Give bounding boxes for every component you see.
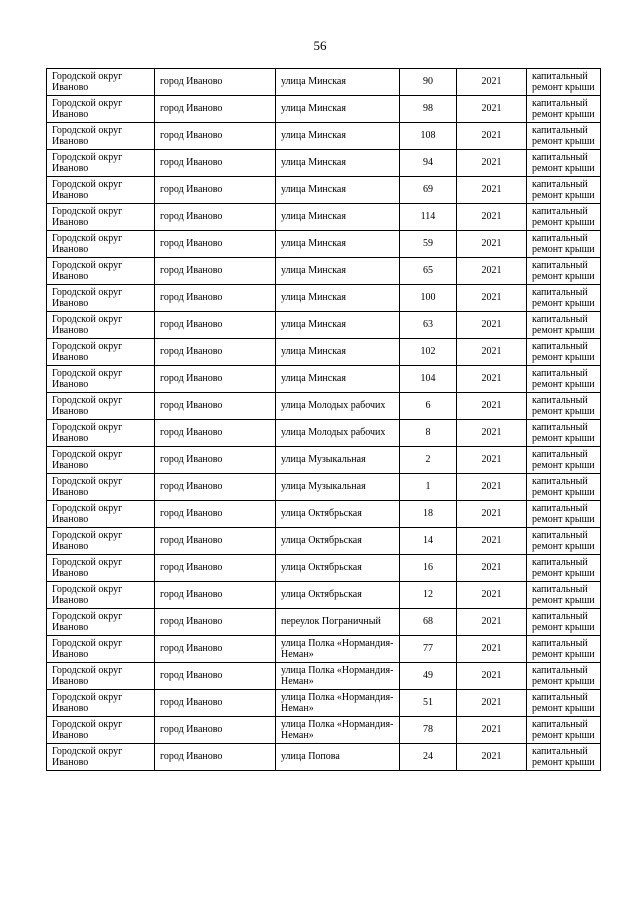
work-type-cell: капитальный ремонт крыши	[527, 123, 601, 150]
house-number-cell: 102	[400, 339, 457, 366]
street-cell: переулок Пограничный	[276, 609, 400, 636]
district-cell: Городской округ Иваново	[47, 258, 155, 285]
street-cell: улица Минская	[276, 123, 400, 150]
house-number-cell: 18	[400, 501, 457, 528]
work-type-cell: капитальный ремонт крыши	[527, 285, 601, 312]
street-cell: улица Минская	[276, 204, 400, 231]
table-row	[47, 744, 601, 771]
table-row	[47, 204, 601, 231]
district-cell: Городской округ Иваново	[47, 150, 155, 177]
work-type-cell: капитальный ремонт крыши	[527, 231, 601, 258]
city-cell: город Иваново	[155, 555, 276, 582]
work-type-cell: капитальный ремонт крыши	[527, 204, 601, 231]
street-cell: улица Молодых рабочих	[276, 393, 400, 420]
year-cell: 2021	[457, 231, 527, 258]
district-cell: Городской округ Иваново	[47, 312, 155, 339]
table-row	[47, 609, 601, 636]
work-type-cell: капитальный ремонт крыши	[527, 366, 601, 393]
house-number-cell: 2	[400, 447, 457, 474]
district-cell: Городской округ Иваново	[47, 663, 155, 690]
district-cell: Городской округ Иваново	[47, 528, 155, 555]
year-cell: 2021	[457, 744, 527, 771]
house-number-cell: 108	[400, 123, 457, 150]
work-type-cell: капитальный ремонт крыши	[527, 663, 601, 690]
house-number-cell: 16	[400, 555, 457, 582]
year-cell: 2021	[457, 447, 527, 474]
city-cell: город Иваново	[155, 717, 276, 744]
district-cell: Городской округ Иваново	[47, 177, 155, 204]
district-cell: Городской округ Иваново	[47, 717, 155, 744]
street-cell: улица Октябрьская	[276, 555, 400, 582]
district-cell: Городской округ Иваново	[47, 690, 155, 717]
house-number-cell: 1	[400, 474, 457, 501]
table-row	[47, 123, 601, 150]
street-cell: улица Музыкальная	[276, 474, 400, 501]
city-cell: город Иваново	[155, 528, 276, 555]
work-type-cell: капитальный ремонт крыши	[527, 258, 601, 285]
work-type-cell: капитальный ремонт крыши	[527, 474, 601, 501]
year-cell: 2021	[457, 177, 527, 204]
street-cell: улица Минская	[276, 285, 400, 312]
street-cell: улица Минская	[276, 339, 400, 366]
table-row	[47, 690, 601, 717]
work-type-cell: капитальный ремонт крыши	[527, 393, 601, 420]
house-number-cell: 14	[400, 528, 457, 555]
house-number-cell: 8	[400, 420, 457, 447]
year-cell: 2021	[457, 393, 527, 420]
work-type-cell: капитальный ремонт крыши	[527, 339, 601, 366]
year-cell: 2021	[457, 285, 527, 312]
table-row	[47, 231, 601, 258]
city-cell: город Иваново	[155, 285, 276, 312]
city-cell: город Иваново	[155, 609, 276, 636]
year-cell: 2021	[457, 555, 527, 582]
table-row	[47, 555, 601, 582]
work-type-cell: капитальный ремонт крыши	[527, 312, 601, 339]
street-cell: улица Полка «Нормандия-Неман»	[276, 636, 400, 663]
table-row	[47, 339, 601, 366]
table-row	[47, 69, 601, 96]
district-cell: Городской округ Иваново	[47, 636, 155, 663]
year-cell: 2021	[457, 339, 527, 366]
year-cell: 2021	[457, 717, 527, 744]
year-cell: 2021	[457, 636, 527, 663]
district-cell: Городской округ Иваново	[47, 555, 155, 582]
district-cell: Городской округ Иваново	[47, 420, 155, 447]
house-number-cell: 90	[400, 69, 457, 96]
house-number-cell: 24	[400, 744, 457, 771]
year-cell: 2021	[457, 69, 527, 96]
street-cell: улица Полка «Нормандия-Неман»	[276, 690, 400, 717]
work-type-cell: капитальный ремонт крыши	[527, 69, 601, 96]
city-cell: город Иваново	[155, 177, 276, 204]
district-cell: Городской округ Иваново	[47, 366, 155, 393]
city-cell: город Иваново	[155, 123, 276, 150]
district-cell: Городской округ Иваново	[47, 285, 155, 312]
city-cell: город Иваново	[155, 501, 276, 528]
table-row	[47, 582, 601, 609]
street-cell: улица Октябрьская	[276, 501, 400, 528]
registry-table-body	[47, 69, 601, 771]
street-cell: улица Минская	[276, 96, 400, 123]
page-number: 56	[313, 38, 327, 53]
work-type-cell: капитальный ремонт крыши	[527, 555, 601, 582]
work-type-cell: капитальный ремонт крыши	[527, 150, 601, 177]
table-row	[47, 96, 601, 123]
street-cell: улица Минская	[276, 231, 400, 258]
district-cell: Городской округ Иваново	[47, 339, 155, 366]
district-cell: Городской округ Иваново	[47, 744, 155, 771]
work-type-cell: капитальный ремонт крыши	[527, 501, 601, 528]
city-cell: город Иваново	[155, 69, 276, 96]
year-cell: 2021	[457, 312, 527, 339]
work-type-cell: капитальный ремонт крыши	[527, 528, 601, 555]
city-cell: город Иваново	[155, 636, 276, 663]
year-cell: 2021	[457, 420, 527, 447]
work-type-cell: капитальный ремонт крыши	[527, 447, 601, 474]
year-cell: 2021	[457, 96, 527, 123]
district-cell: Городской округ Иваново	[47, 501, 155, 528]
city-cell: город Иваново	[155, 474, 276, 501]
house-number-cell: 78	[400, 717, 457, 744]
house-number-cell: 68	[400, 609, 457, 636]
table-row	[47, 393, 601, 420]
work-type-cell: капитальный ремонт крыши	[527, 420, 601, 447]
year-cell: 2021	[457, 582, 527, 609]
street-cell: улица Минская	[276, 312, 400, 339]
house-number-cell: 100	[400, 285, 457, 312]
work-type-cell: капитальный ремонт крыши	[527, 744, 601, 771]
year-cell: 2021	[457, 474, 527, 501]
city-cell: город Иваново	[155, 339, 276, 366]
work-type-cell: капитальный ремонт крыши	[527, 96, 601, 123]
house-number-cell: 51	[400, 690, 457, 717]
city-cell: город Иваново	[155, 393, 276, 420]
district-cell: Городской округ Иваново	[47, 609, 155, 636]
street-cell: улица Молодых рабочих	[276, 420, 400, 447]
city-cell: город Иваново	[155, 663, 276, 690]
street-cell: улица Полка «Нормандия-Неман»	[276, 717, 400, 744]
street-cell: улица Полка «Нормандия-Неман»	[276, 663, 400, 690]
table-row	[47, 636, 601, 663]
city-cell: город Иваново	[155, 690, 276, 717]
table-row	[47, 663, 601, 690]
city-cell: город Иваново	[155, 258, 276, 285]
house-number-cell: 98	[400, 96, 457, 123]
city-cell: город Иваново	[155, 447, 276, 474]
work-type-cell: капитальный ремонт крыши	[527, 609, 601, 636]
house-number-cell: 69	[400, 177, 457, 204]
city-cell: город Иваново	[155, 366, 276, 393]
year-cell: 2021	[457, 528, 527, 555]
table-row	[47, 285, 601, 312]
table-row	[47, 366, 601, 393]
house-number-cell: 6	[400, 393, 457, 420]
year-cell: 2021	[457, 150, 527, 177]
street-cell: улица Октябрьская	[276, 528, 400, 555]
district-cell: Городской округ Иваново	[47, 204, 155, 231]
district-cell: Городской округ Иваново	[47, 447, 155, 474]
house-number-cell: 63	[400, 312, 457, 339]
district-cell: Городской округ Иваново	[47, 474, 155, 501]
house-number-cell: 12	[400, 582, 457, 609]
street-cell: улица Попова	[276, 744, 400, 771]
city-cell: город Иваново	[155, 312, 276, 339]
year-cell: 2021	[457, 258, 527, 285]
year-cell: 2021	[457, 501, 527, 528]
table-row	[47, 312, 601, 339]
city-cell: город Иваново	[155, 96, 276, 123]
city-cell: город Иваново	[155, 231, 276, 258]
city-cell: город Иваново	[155, 744, 276, 771]
table-row	[47, 258, 601, 285]
street-cell: улица Минская	[276, 258, 400, 285]
year-cell: 2021	[457, 690, 527, 717]
year-cell: 2021	[457, 204, 527, 231]
district-cell: Городской округ Иваново	[47, 96, 155, 123]
table-row	[47, 447, 601, 474]
district-cell: Городской округ Иваново	[47, 231, 155, 258]
house-number-cell: 94	[400, 150, 457, 177]
street-cell: улица Октябрьская	[276, 582, 400, 609]
district-cell: Городской округ Иваново	[47, 582, 155, 609]
table-row	[47, 150, 601, 177]
district-cell: Городской округ Иваново	[47, 393, 155, 420]
work-type-cell: капитальный ремонт крыши	[527, 690, 601, 717]
city-cell: город Иваново	[155, 204, 276, 231]
registry-table	[46, 68, 601, 771]
street-cell: улица Минская	[276, 69, 400, 96]
table-row	[47, 501, 601, 528]
district-cell: Городской округ Иваново	[47, 123, 155, 150]
city-cell: город Иваново	[155, 150, 276, 177]
year-cell: 2021	[457, 663, 527, 690]
house-number-cell: 114	[400, 204, 457, 231]
table-row	[47, 528, 601, 555]
table-row	[47, 474, 601, 501]
district-cell: Городской округ Иваново	[47, 69, 155, 96]
year-cell: 2021	[457, 609, 527, 636]
house-number-cell: 49	[400, 663, 457, 690]
work-type-cell: капитальный ремонт крыши	[527, 717, 601, 744]
house-number-cell: 77	[400, 636, 457, 663]
city-cell: город Иваново	[155, 420, 276, 447]
house-number-cell: 65	[400, 258, 457, 285]
street-cell: улица Минская	[276, 366, 400, 393]
table-row	[47, 717, 601, 744]
table-row	[47, 177, 601, 204]
table-row	[47, 420, 601, 447]
city-cell: город Иваново	[155, 582, 276, 609]
street-cell: улица Минская	[276, 150, 400, 177]
street-cell: улица Музыкальная	[276, 447, 400, 474]
year-cell: 2021	[457, 123, 527, 150]
house-number-cell: 104	[400, 366, 457, 393]
work-type-cell: капитальный ремонт крыши	[527, 582, 601, 609]
work-type-cell: капитальный ремонт крыши	[527, 177, 601, 204]
year-cell: 2021	[457, 366, 527, 393]
street-cell: улица Минская	[276, 177, 400, 204]
house-number-cell: 59	[400, 231, 457, 258]
work-type-cell: капитальный ремонт крыши	[527, 636, 601, 663]
